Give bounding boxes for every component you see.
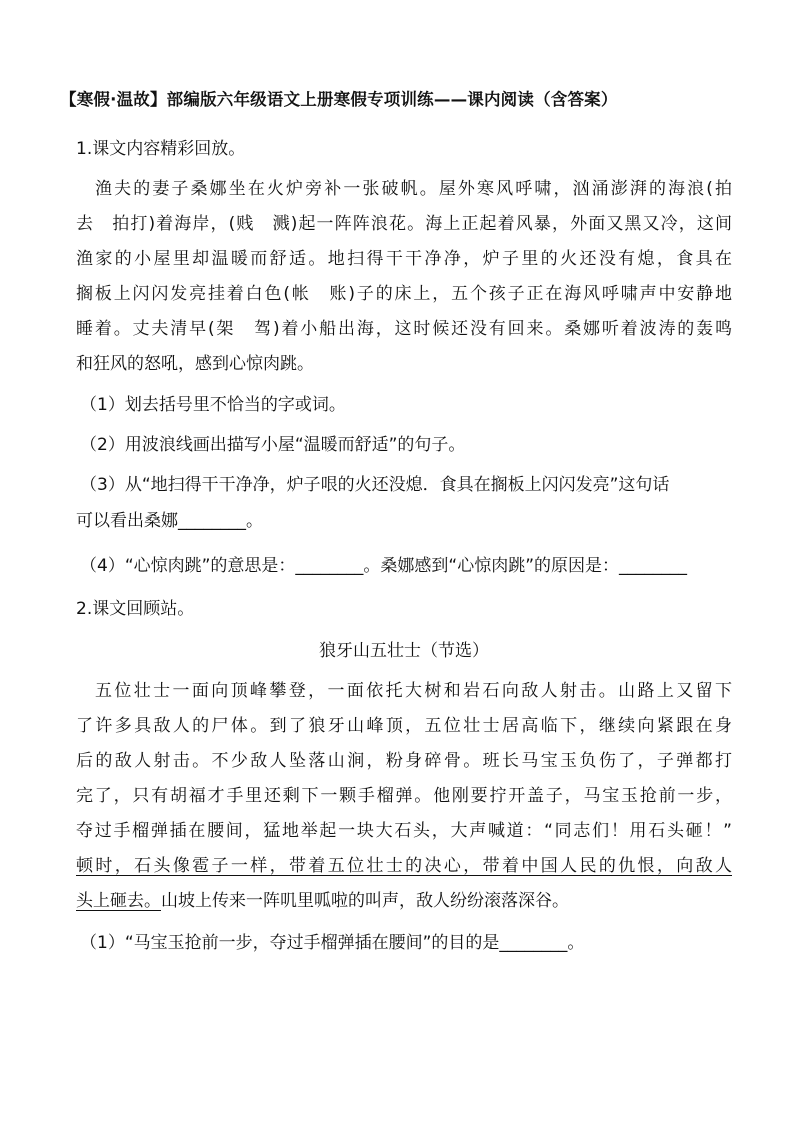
passage-2-underlined-line-1: 顿时，石头像雹子一样，带着五位壮士的决心，带着中国人民的仇恨，向敌人 xyxy=(76,856,732,876)
passage-1-line-2: 去 拍打)着海岸，(贱 溅)起一阵阵浪花。海上正起着风暴，外面又黑又冷，这间 xyxy=(76,214,732,234)
question-1-2: （2）用波浪线画出描写小屋“温暖而舒适”的句子。 xyxy=(80,435,466,455)
question-2-1: （1）“马宝玉抢前一步，夺过手榴弹插在腰间”的目的是________。 xyxy=(80,933,585,953)
passage-2-line-7-tail: 山坡上传来一阵叽里呱啦的叫声，敌人纷纷滚落深谷。 xyxy=(161,891,569,911)
passage-2-line-2: 了许多具敌人的尸体。到了狼牙山峰顶，五位壮士居高临下，继续向紧跟在身 xyxy=(76,716,732,736)
section-2-heading: 2.课文回顾站。 xyxy=(76,599,195,619)
passage-2-line-1: 五位壮士一面向顶峰攀登，一面依托大树和岩石向敌人射击。山路上又留下 xyxy=(95,681,732,701)
question-1-4: （4）“心惊肉跳”的意思是：________。桑娜感到“心惊肉跳”的原因是：________ xyxy=(80,556,688,576)
passage-2-subtitle: 狼牙山五壮士（节选） xyxy=(319,641,489,661)
passage-2-line-7 xyxy=(76,890,732,912)
document-title: 【寒假·温故】部编版六年级语文上册寒假专项训练——课内阅读（含答案） xyxy=(60,90,618,109)
passage-1-line-5: 睡着。丈夫清早(架 驾)着小船出海，这时候还没有回来。桑娜听着波涛的轰鸣 xyxy=(76,319,732,339)
passage-1-line-6: 和狂风的怒吼，感到心惊肉跳。 xyxy=(76,354,314,374)
passage-1-line-3: 渔家的小屋里却温暖而舒适。地扫得干干净净，炉子里的火还没有熄，食具在 xyxy=(76,249,732,269)
question-1-1: （1）划去括号里不恰当的字或词。 xyxy=(80,395,346,415)
question-1-3-line-2: 可以看出桑娜________。 xyxy=(76,511,263,531)
section-1-heading: 1.课文内容精彩回放。 xyxy=(76,139,246,159)
passage-2-line-4: 完了，只有胡福才手里还剩下一颗手榴弹。他刚要拧开盖子，马宝玉抢前一步， xyxy=(76,786,732,806)
passage-2-underlined-line-2: 头上砸去。 xyxy=(76,891,161,911)
passage-1-line-4: 搁板上闪闪发亮挂着白色(帐 账)子的床上，五个孩子正在海风呼啸声中安静地 xyxy=(76,284,732,304)
passage-2-line-3: 后的敌人射击。不少敌人坠落山涧，粉身碎骨。班长马宝玉负伤了，子弹都打 xyxy=(76,751,732,771)
passage-1-line-1: 渔夫的妻子桑娜坐在火炉旁补一张破帆。屋外寒风呼啸，汹涌澎湃的海浪(拍 xyxy=(95,179,732,199)
passage-2-line-5: 夺过手榴弹插在腰间，猛地举起一块大石头，大声喊道：“同志们！用石头砸！” xyxy=(76,821,732,841)
question-1-3-line-1: （3）从“地扫得干干净净，炉子哏的火还没熄．食具在搁板上闪闪发亮”这句话 xyxy=(80,475,670,495)
